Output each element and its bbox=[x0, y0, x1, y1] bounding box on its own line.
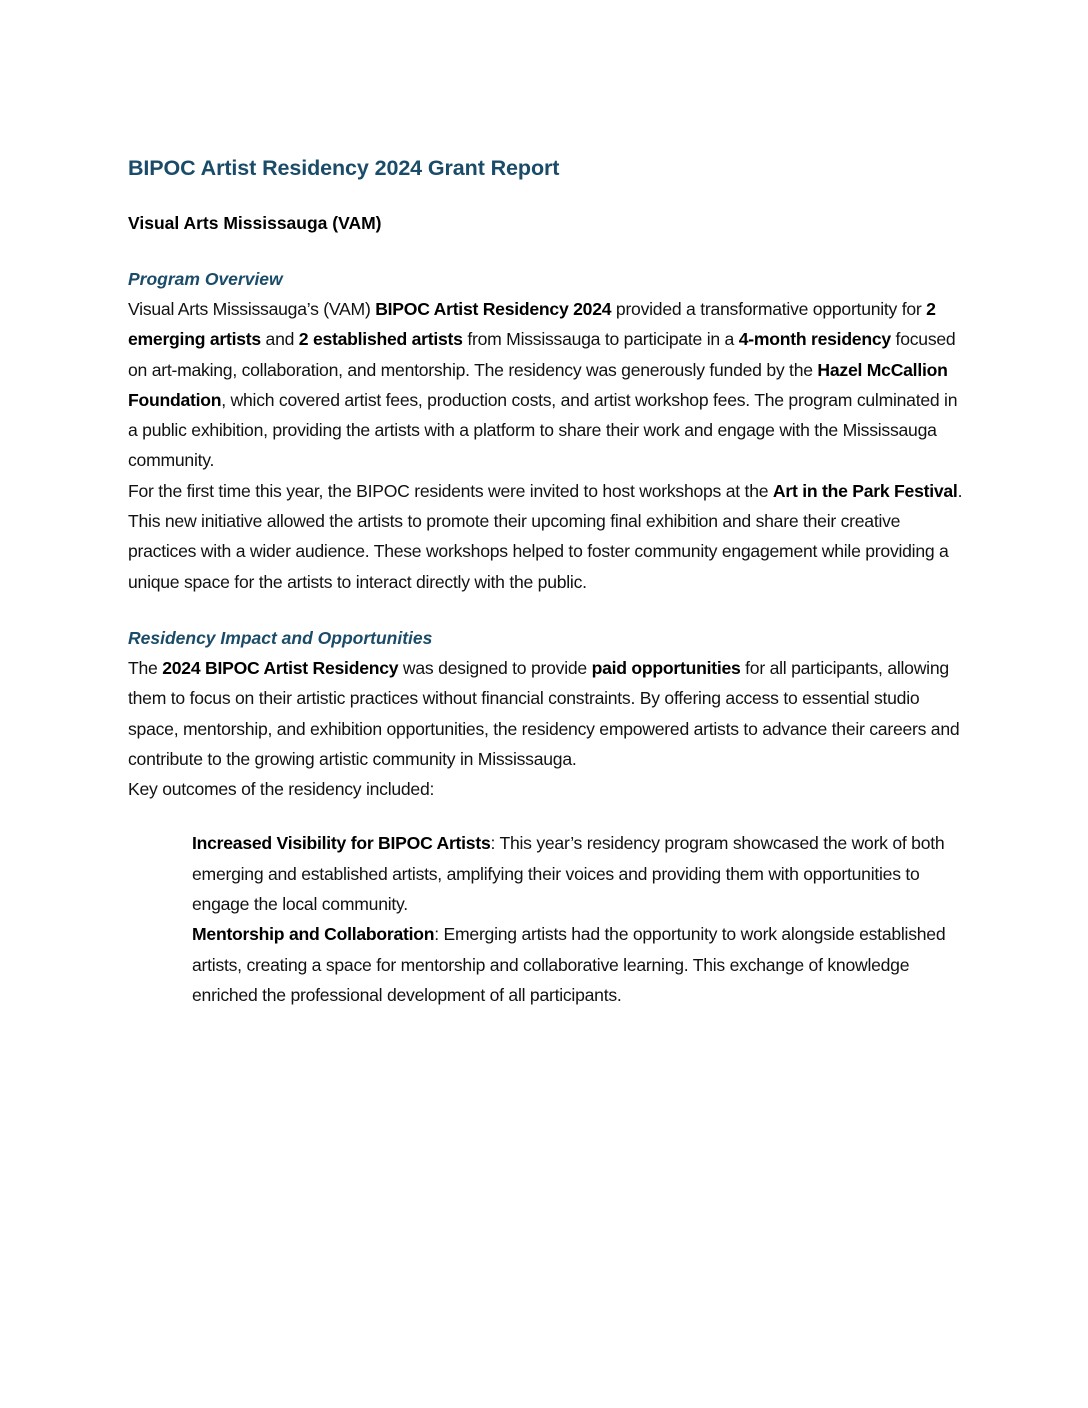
bold-text-segment: BIPOC Artist Residency 2024 bbox=[375, 299, 612, 319]
organization-name: Visual Arts Mississauga (VAM) bbox=[128, 213, 382, 233]
bold-text-segment: 2 established artists bbox=[298, 329, 463, 350]
document-title: BIPOC Artist Residency 2024 Grant Report bbox=[128, 156, 560, 180]
outcome-text: : Emerging artists had the opportunity to work alongside established artists, creating a space for mentorship and collaborative learning. This exchange of knowledge enriched the professional development of all participants. bbox=[192, 924, 946, 1005]
section-heading-program-overview: Program Overview bbox=[128, 269, 283, 289]
document-page bbox=[128, 150, 964, 1010]
text-segment: Visual Arts Mississauga’s (VAM) bbox=[128, 299, 376, 319]
text-segment: for all participants, allowing them to focus on their artistic practices without financial constraints. By offering access to essential studio space, mentorship, and exhibition opportunities, the residency empowered artists to advance their careers and contribute to the growing artistic community in Mississauga. bbox=[128, 657, 960, 769]
text-segment: provided a transformative opportunity for bbox=[611, 299, 927, 319]
paragraph-key-outcomes-intro bbox=[128, 774, 964, 804]
text-segment: and bbox=[260, 329, 299, 350]
bold-text-segment: Art in the Park Festival bbox=[772, 480, 958, 501]
bold-text-segment: Hazel McCallion Foundation bbox=[128, 359, 948, 410]
text-segment: For the first time this year, the BIPOC residents were invited to host workshops at the bbox=[128, 480, 773, 501]
outcome-label: Mentorship and Collaboration bbox=[192, 924, 435, 945]
outcome-label: Increased Visibility for BIPOC Artists bbox=[192, 833, 491, 854]
outcome-item bbox=[192, 828, 964, 919]
paragraph-residency-impact-1 bbox=[128, 653, 964, 774]
outcome-item bbox=[192, 919, 964, 1010]
paragraph-program-overview-1 bbox=[128, 294, 964, 476]
text-segment: The bbox=[128, 657, 163, 678]
paragraph-program-overview-2 bbox=[128, 476, 964, 597]
key-outcomes-list bbox=[192, 828, 964, 1010]
text-segment: from Mississauga to participate in a bbox=[462, 329, 739, 350]
bold-text-segment: 4-month residency bbox=[738, 329, 891, 350]
bold-text-segment: paid opportunities bbox=[591, 657, 741, 678]
bold-text-segment: 2 emerging artists bbox=[128, 299, 936, 350]
text-segment: focused on art-making, collaboration, and mentorship. The residency was generously funded by the bbox=[128, 329, 956, 380]
text-segment: , which covered artist fees, production costs, and artist workshop fees. The program culminated in a public exhibition, providing the artists with a platform to share their work and engage with the Mississauga community. bbox=[128, 389, 958, 471]
text-segment: . This new initiative allowed the artists to promote their upcoming final exhibition and share their creative practices with a wider audience. These workshops helped to foster community engagement while providing a unique space for the artists to interact directly with the public. bbox=[128, 480, 963, 592]
section-heading-residency-impact: Residency Impact and Opportunities bbox=[128, 627, 433, 648]
text-segment: Key outcomes of the residency included: bbox=[128, 779, 435, 800]
text-segment: was designed to provide bbox=[398, 657, 592, 678]
outcome-text: : This year’s residency program showcased the work of both emerging and established artists, amplifying their voices and providing them with opportunities to engage the local community. bbox=[192, 833, 945, 915]
bold-text-segment: 2024 BIPOC Artist Residency bbox=[162, 657, 399, 678]
